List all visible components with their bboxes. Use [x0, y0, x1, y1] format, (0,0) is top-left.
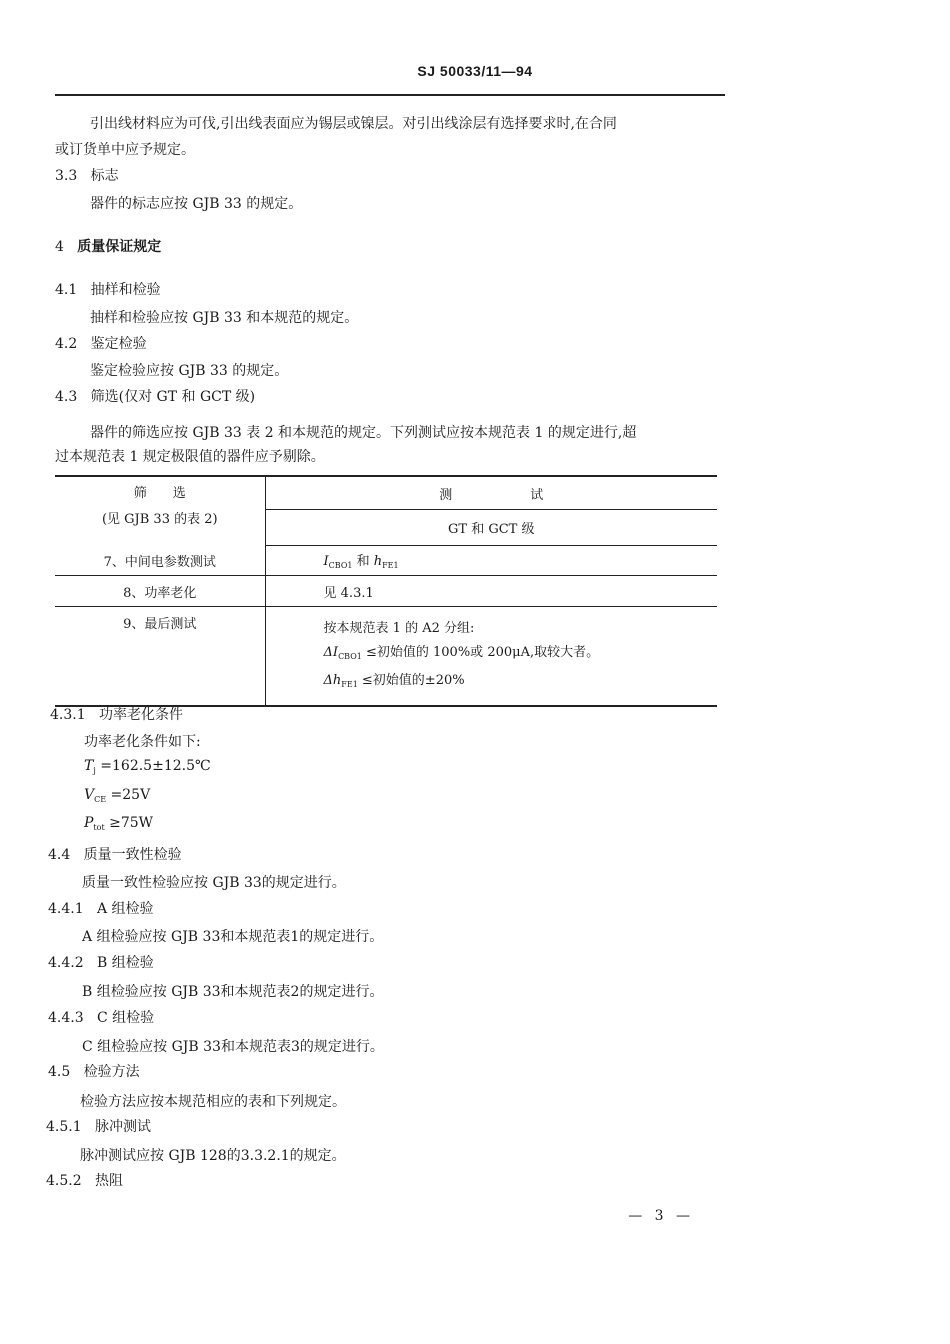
- symbol-h-sub: FE1: [382, 561, 399, 571]
- delta-h-limit: ≤初始值的±20%: [357, 673, 465, 688]
- row-screen-item: 8、功率老化: [55, 576, 265, 607]
- row-test-item: [265, 545, 717, 576]
- table-row: [55, 576, 717, 607]
- section-number: 4.5.1: [46, 1119, 82, 1135]
- section-4-4-heading: [48, 844, 182, 864]
- section-number: 4.1: [55, 282, 78, 298]
- burn-in-intro: 功率老化条件如下:: [84, 734, 201, 750]
- section-number: 4.2: [55, 336, 78, 352]
- tj-value: =162.5±12.5℃: [95, 758, 211, 774]
- section-title: 抽样和检验: [90, 282, 161, 298]
- section-3-3-heading: [55, 165, 119, 185]
- vce-symbol: V: [84, 787, 95, 803]
- section-4-5-1-heading: [46, 1116, 151, 1136]
- delta-i-limit: ≤初始值的 100%或 200μA,取较大者。: [361, 645, 600, 660]
- symbol-i-sub: CBO1: [328, 561, 353, 571]
- section-title: 鉴定检验: [90, 336, 147, 352]
- section-title: B 组检验: [96, 955, 154, 971]
- burn-in-condition-ptot: [84, 815, 153, 832]
- ptot-sub: tot: [93, 823, 105, 832]
- vce-value: =25V: [106, 787, 151, 803]
- burn-in-condition-tj: [84, 758, 211, 775]
- section-number: 3.3: [55, 168, 78, 184]
- delta-h-sub: FE1: [341, 680, 358, 689]
- symbol-i: I: [323, 554, 329, 570]
- section-4-4-3-body: C 组检验应按 GJB 33和本规范表3的规定进行。: [82, 1039, 384, 1055]
- section-number: 4.4.2: [48, 955, 84, 971]
- section-4-5-body: 检验方法应按本规范相应的表和下列规定。: [80, 1094, 346, 1110]
- screening-table: [55, 475, 717, 707]
- section-4-2-body: 鉴定检验应按 GJB 33 的规定。: [90, 363, 289, 379]
- section-4-4-3-heading: [48, 1007, 154, 1027]
- final-test-line-2: [324, 641, 717, 669]
- symbol-h: h: [373, 554, 383, 570]
- section-4-3-1-heading: [50, 704, 183, 724]
- section-3-3-body: 器件的标志应按 GJB 33 的规定。: [90, 196, 303, 212]
- section-number: 4.4.1: [48, 901, 84, 917]
- section-number: 4.5: [48, 1064, 71, 1080]
- section-title: 质量保证规定: [77, 239, 162, 255]
- section-4-1-heading: [55, 279, 161, 299]
- burn-in-condition-vce: [84, 787, 150, 804]
- section-number: 4.3: [55, 389, 78, 405]
- vce-sub: CE: [94, 795, 107, 804]
- section-title: 质量一致性检验: [83, 847, 182, 863]
- intro-line-1: 引出线材料应为可伐,引出线表面应为锡层或镍层。对引出线涂层有选择要求时,在合同: [90, 116, 617, 132]
- section-4-2-heading: [55, 333, 147, 353]
- section-number: 4.3.1: [50, 707, 86, 723]
- section-4-1-body: 抽样和检验应按 GJB 33 和本规范的规定。: [90, 310, 359, 326]
- row-screen-item: 7、中间电参数测试: [55, 545, 265, 576]
- table-row: [55, 607, 717, 707]
- section-title: 热阻: [94, 1173, 123, 1189]
- final-test-line-3: [324, 669, 717, 697]
- section-4-3-body-1: 器件的筛选应按 GJB 33 表 2 和本规范的规定。下列测试应按本规范表 1 的规定进行,超: [90, 425, 637, 441]
- section-number: 4.4.3: [48, 1010, 84, 1026]
- page-number: — 3 —: [628, 1208, 694, 1224]
- table-row: [55, 545, 717, 576]
- section-4-5-heading: [48, 1061, 140, 1081]
- section-4-4-1-heading: [48, 898, 154, 918]
- row-screen-item: 9、最后测试: [55, 607, 265, 707]
- section-4-5-2-heading: [46, 1170, 123, 1190]
- document-code-header: SJ 50033/11—94: [417, 63, 533, 79]
- ptot-symbol: P: [84, 815, 94, 831]
- section-4-3-body-2: 过本规范表 1 规定极限值的器件应予剔除。: [55, 449, 325, 465]
- delta-h-symbol: Δh: [323, 673, 342, 688]
- section-4-3-heading: [55, 386, 255, 406]
- row-test-item: 见 4.3.1: [265, 576, 717, 607]
- section-title: C 组检验: [96, 1010, 155, 1026]
- section-title: 标志: [90, 168, 119, 184]
- section-title: 筛选(仅对 GT 和 GCT 级): [90, 389, 256, 405]
- table-header-screening: [55, 476, 265, 545]
- header-rule: [55, 94, 725, 96]
- section-number: 4.5.2: [46, 1173, 82, 1189]
- header-screening-ref: (见 GJB 33 的表 2): [101, 512, 218, 527]
- conjunction: 和: [352, 554, 374, 570]
- section-number: 4.4: [48, 847, 71, 863]
- tj-sub: j: [93, 766, 96, 775]
- delta-i-symbol: ΔI: [323, 645, 339, 660]
- table-header-test: 测 试: [265, 476, 717, 510]
- section-title: 检验方法: [83, 1064, 140, 1080]
- table-header-grade: GT 和 GCT 级: [265, 510, 717, 545]
- section-title: A 组检验: [96, 901, 154, 917]
- section-title: 脉冲测试: [94, 1119, 151, 1135]
- header-screening-label: 筛 选: [133, 486, 186, 501]
- intro-line-2: 或订货单中应予规定。: [55, 142, 195, 158]
- section-4-4-body: 质量一致性检验应按 GJB 33的规定进行。: [82, 875, 346, 891]
- section-number: 4: [55, 239, 64, 255]
- tj-symbol: T: [84, 758, 94, 774]
- section-4-4-2-heading: [48, 952, 154, 972]
- section-title: 功率老化条件: [98, 707, 183, 723]
- section-4-heading: [55, 236, 161, 256]
- row-test-item: [265, 607, 717, 707]
- section-4-5-1-body: 脉冲测试应按 GJB 128的3.3.2.1的规定。: [80, 1148, 346, 1164]
- section-4-4-2-body: B 组检验应按 GJB 33和本规范表2的规定进行。: [82, 984, 384, 1000]
- ptot-value: ≥75W: [104, 815, 154, 831]
- final-test-line-1: 按本规范表 1 的 A2 分组:: [323, 621, 475, 636]
- section-4-4-1-body: A 组检验应按 GJB 33和本规范表1的规定进行。: [82, 929, 384, 945]
- delta-i-sub: CBO1: [338, 652, 362, 661]
